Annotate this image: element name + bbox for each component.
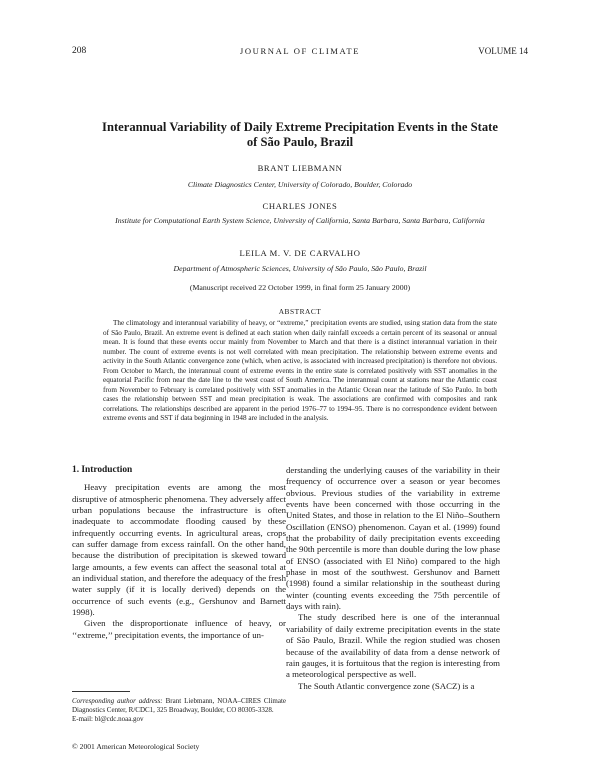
footnote-email: E-mail: bl@cdc.noaa.gov xyxy=(72,715,144,724)
copyright-notice: © 2001 American Meteorological Society xyxy=(72,742,200,751)
section-heading: 1. Introduction xyxy=(72,465,133,475)
author-affiliation: Climate Diagnostics Center, University of Colorado, Boulder, Colorado xyxy=(187,180,413,189)
footnote-text: Brant Liebmann, NOAA–CIRES Climate Diagnostics Center, R/CDC1, 325 Broadway, Boulder, CO 80305-3328. xyxy=(72,697,287,715)
abstract-heading: ABSTRACT xyxy=(278,307,322,316)
running-header xyxy=(72,46,528,60)
footnote-rule xyxy=(72,691,130,692)
author-affiliation: Institute for Computational Earth System Science, University of California, Santa Barbara, Santa Barbara, California xyxy=(115,216,485,225)
body-paragraph: The study described here is one of the interannual variability of daily extreme precipitation events in the state of São Paulo, Brazil. While the region studied was chosen because of the availability of data from a dense network of rain gauges, it is fortuitous that the region is interesting from a meteorological perspective as well. xyxy=(286,612,500,680)
abstract-text: The climatology and interannual variability of heavy, or “extreme,” precipitation events are studied, using station data from the state of São Paulo, Brazil. An extreme event is defined at each station when daily rainfall exceeds a certain percent of its seasonal or annual mean. It is found that these events occur mainly from November to March and that there is a distinct interannual variation in their number. The count of extreme events is not well correlated with mean precipitation. The relationship between extreme events and activity in the South Atlantic convergence zone (which, when active, is associated with increased precipitation) is therefore not obvious. From October to March, the interannual count of extreme events in the entire state is correlated positively with SST anomalies in the equatorial Pacific from near the date line to the west coast of South America. The interannual count at stations near the Atlantic coast from November to February is correlated positively with SST anomalies in the Atlantic Ocean near the latitude of São Paulo. In both cases the relationship between SST and mean precipitation is weak. The associations are confirmed with composites and rank correlations. The relationships described are apparent in the period 1976–77 to 1994–95. There is no correspondence evident between extreme events and SST if data beginning in 1948 are included in the analysis. xyxy=(103,319,497,422)
page-number: 208 xyxy=(72,46,87,56)
corresponding-author-footnote xyxy=(72,697,286,725)
author-name: LEILA M. V. DE CARVALHO xyxy=(239,248,361,258)
footnote-label: Corresponding author address: xyxy=(72,697,163,705)
body-paragraph: The South Atlantic convergence zone (SACZ) is a xyxy=(298,680,475,691)
author-name: BRANT LIEBMANN xyxy=(257,163,343,173)
body-paragraph: derstanding the underlying causes of the variability in their frequency of occurrence over a season or year becomes obvious. Previous studies of the variability in extreme events have been concerned with those occurring in the United States, and those in relation to the El Niño–Southern Oscillation (ENSO) phenomenon. Cayan et al. (1999) found that the probability of daily precipitation events exceeding the 90th percentile is more than double during the low phase of ENSO (associated with El Niño) compared to the high phase in most of the southwest. Gershunov and Barnett (1998) found a similar relationship in the southeast during winter (counting events exceeding the 75th percentile of days with rain). xyxy=(286,465,500,612)
body-paragraph: Given the disproportionate influence of heavy, or ‘‘extreme,’’ precipitation events, the importance of un- xyxy=(72,618,286,640)
body-paragraph: Heavy precipitation events are among the most disruptive of atmospheric phenomena. They adversely affect urban populations because the infrastructure is often inadequate to accommodate flooding caused by these infrequently occurring events. In agricultural areas, crops can suffer damage from excess rainfall. On the other hand, because the distribution of precipitation is skewed toward large amounts, a few events can affect the seasonal total at an individual station, and therefore the adequacy of the fresh water supply (if it is locally derived) depends on the occurrence of such events (e.g., Gershunov and Barnett 1998). xyxy=(72,482,286,618)
volume-label: VOLUME 14 xyxy=(478,46,528,56)
author-affiliation: Department of Atmospheric Sciences, University of São Paulo, São Paulo, Brazil xyxy=(173,264,427,273)
journal-name: JOURNAL OF CLIMATE xyxy=(239,46,361,56)
paper-title: Interannual Variability of Daily Extreme Precipitation Events in the State of São Paulo, Brazil xyxy=(102,120,498,149)
author-name: CHARLES JONES xyxy=(262,201,338,211)
manuscript-dates: (Manuscript received 22 October 1999, in final form 25 January 2000) xyxy=(189,283,411,292)
left-column xyxy=(72,465,286,641)
right-column xyxy=(286,465,500,692)
